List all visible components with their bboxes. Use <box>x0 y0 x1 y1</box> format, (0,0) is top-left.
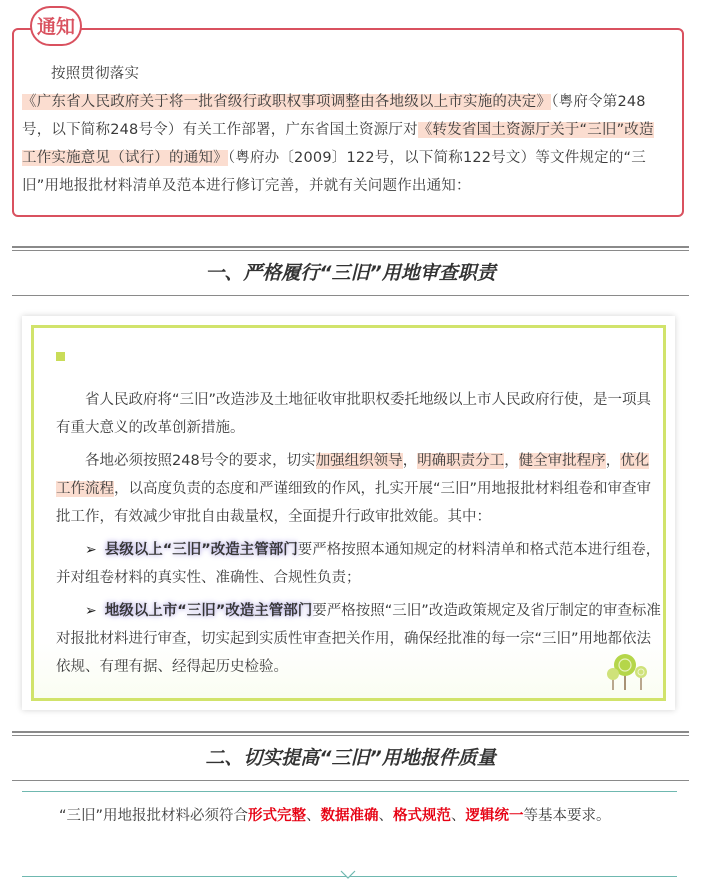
para2-text-b: ，以高度负责的态度和严谨细致的作风，扎实开展“三旧”用地报批材料组卷和审查审批工作，有效减少审批自由裁量权，全面提升行政审批效能。其中： <box>56 481 652 525</box>
section1-para1: 省人民政府将“三旧”改造涉及土地征收审批职权委托地级以上市人民政府行使，是一项具有重大意义的改革创新措施。 <box>56 392 652 436</box>
section2-rule-top <box>12 731 689 733</box>
square-bullet-icon <box>56 352 65 361</box>
para2-highlight-3: 健全审批程序 <box>518 453 606 469</box>
section1-body <box>56 386 662 686</box>
section1-rule-bottom <box>12 295 689 296</box>
section2-top-divider <box>22 791 677 792</box>
section1-header <box>12 246 689 296</box>
s2-red-4: 逻辑统一 <box>465 808 524 824</box>
notice-text-2: （粤府令第248号，以下简称248号令）有关工作部署，广东省国土资源厅对 <box>22 94 646 138</box>
s2-red-3: 格式规范 <box>393 808 452 824</box>
bullet2-bold: 地级以上市“三旧”改造主管部门 <box>104 603 313 619</box>
s2-sep-2: 、 <box>378 808 394 824</box>
section1-title: 一、严格履行“三旧”用地审查职责 <box>205 262 496 284</box>
s2-sep-3: 、 <box>451 808 466 824</box>
s2-text-a: “三旧”用地报批材料必须符合 <box>59 808 249 824</box>
notice-paragraph <box>22 60 662 200</box>
para2-highlight-4: 优化工作流程 <box>56 453 650 497</box>
notice-doc-link-2: 《转发省国土资源厅关于“三旧”改造工作实施意见（试行）的通知》 <box>22 122 654 166</box>
notice-text-1: 按照贯彻落实 <box>51 66 140 82</box>
notice-doc-link-1: 《广东省人民政府关于将一批省级行政职权事项调整由各地级以上市实施的决定》 <box>22 94 552 110</box>
bullet1-bold: 县级以上“三旧”改造主管部门 <box>104 542 298 558</box>
section2-title: 二、切实提高“三旧”用地报件质量 <box>205 747 496 769</box>
para2-highlight-2: 明确职责分工 <box>417 453 505 469</box>
arrow-bullet-icon: ➢ <box>85 603 97 619</box>
para2-sep-3: ， <box>605 453 621 469</box>
notice-badge: 通知 <box>30 6 82 46</box>
tree-decoration-icon <box>603 652 653 692</box>
s2-red-2: 数据准确 <box>320 808 379 824</box>
para2-sep-2: ， <box>504 453 519 469</box>
chevron-down-icon <box>340 870 356 880</box>
s2-text-b: 等基本要求。 <box>523 808 611 824</box>
arrow-bullet-icon: ➢ <box>85 542 97 558</box>
section1-para2 <box>56 447 662 531</box>
bullet1-text: 要严格按照本通知规定的材料清单和格式范本进行组卷，并对组卷材料的真实性、准确性、合规性负责； <box>56 542 661 586</box>
notice-text-3: （粤府办〔2009〕122号，以下简称122号文）等文件规定的“三旧”用地报批材料清单及范本进行修订完善，并就有关问题作出通知： <box>22 150 646 194</box>
para2-highlight-1: 加强组织领导 <box>315 453 403 469</box>
section2-header <box>12 731 689 781</box>
section1-rule-top <box>12 246 689 248</box>
para2-text-a: 各地必须按照248号令的要求，切实 <box>85 453 316 469</box>
s2-sep-1: 、 <box>306 808 321 824</box>
section1-bullet1 <box>56 536 662 592</box>
section2-rule-top-thin <box>12 735 689 736</box>
section1-card <box>22 316 675 710</box>
section2-rule-bottom <box>12 780 689 781</box>
section1-card-frame <box>31 325 666 701</box>
section1-rule-top-thin <box>12 250 689 251</box>
bullet2-text: 要严格按照“三旧”改造政策规定及省厅制定的审查标准对报批材料进行审查，切实起到实质性审查把关作用，确保经批准的每一宗“三旧”用地都依法依规、有理有据、经得起历史检验。 <box>56 603 661 675</box>
section2-body <box>30 802 670 830</box>
s2-red-1: 形式完整 <box>248 808 307 824</box>
para2-sep-1: ， <box>402 453 418 469</box>
section1-bullet2 <box>56 597 662 681</box>
